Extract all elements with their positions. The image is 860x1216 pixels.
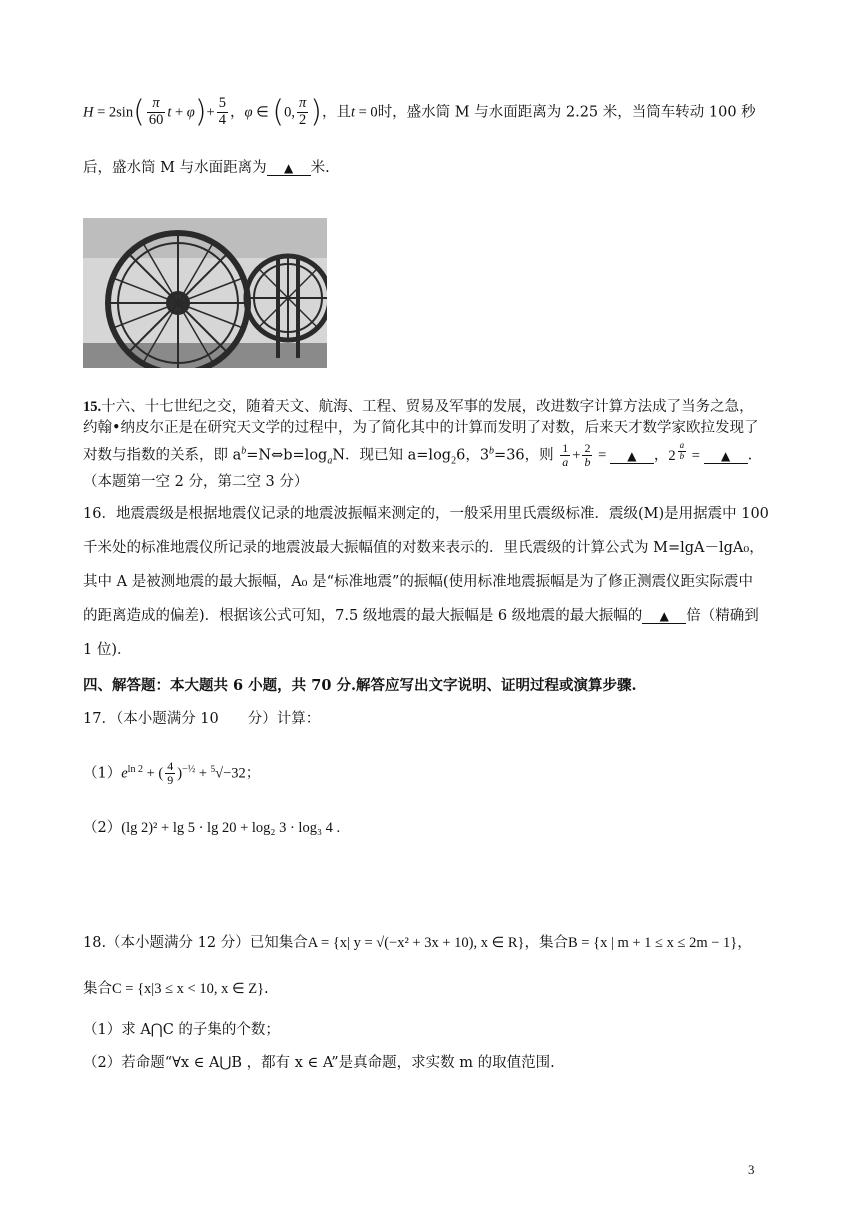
q16-line1: 16．地震震级是根据地震仪记录的地震波振幅来测定的，一般采用里氏震级标准．震级(M)是用据震中 100 [83, 506, 769, 522]
answer-blank[interactable]: ▲ [267, 161, 311, 176]
q17-part1: $(1)e^{ln 2}$ + ( $\frac{4}{9}$ )$^{-\frac{1}{2}}$ + $^5$√−32； [83, 759, 261, 788]
q15-line2: 约翰•纳皮尔正是在研究天文学的过程中，为了简化其中的计算而发明了对数，后来天才数学家欧拉发现了 [83, 420, 759, 436]
h-equation: H = 2sin [83, 104, 134, 121]
q14-line2-text: 后，盛水筒 M 与水面距离为 [83, 160, 267, 176]
pi-over-60: $\frac{\pi}{60}$ [148, 95, 164, 128]
q15-line1: 15.十六、十七世纪之交，随着天文、航海、工程、贸易及军事的发展，改进数字计算方法成了当务之急， [83, 399, 754, 415]
answer-blank[interactable]: ▲ [642, 609, 686, 624]
waterwheel-icon [83, 218, 327, 368]
q18-line1: 18.（本小题满分 12 分）已知集合A = {x| y = √(−x² + 3x + 10), x ∈ R}，集合B = {x | m + 1 ≤ x ≤ 2m − 1}， [83, 935, 752, 951]
q16-line3: 其中 A 是被测地震的最大振幅，A₀ 是“标准地震”的振幅(使用标准地震振幅是为了修正测震仪距实际震中 [83, 574, 754, 590]
section-heading: 四、解答题：本大题共 6 小题，共 70 分.解答应写出文字说明、证明过程或演算步骤. [83, 677, 637, 694]
q15-line3: 对数与指数的关系，即 $a^b=N\Leftrightarrow b=\log_aN$．现已知 $a=\log_26$，$3^b=36$，则 $\frac{1}{a}$ + $\frac{2}{b}$ = ▲ ，2 $^{\frac{a}{b}}$ = ▲ . [83, 440, 753, 470]
answer-blank-1[interactable]: ▲ [610, 449, 654, 464]
page-number: 3 [748, 1162, 755, 1177]
q16-line2: 千米处的标准地震仪所记录的地震波最大振幅值的对数来表示的．里氏震级的计算公式为 M=lgA－lgA₀， [83, 540, 764, 556]
q17-part2: （2）(lg 2)² + lg 5 · lg 20 + log₂ 3 · log₃ 4 . [83, 820, 341, 836]
answer-blank-2[interactable]: ▲ [704, 449, 748, 464]
q14-and: ，且 [321, 104, 351, 121]
q14-line2 [83, 160, 330, 177]
q18-part1: （1）求 A⋂C 的子集的个数； [83, 1022, 280, 1038]
q15-line4: （本题第一空 2 分，第二空 3 分） [83, 474, 309, 490]
q16-line4: 的距离造成的偏差)．根据该公式可知，7.5 级地震的最大振幅是 6 级地震的最大振幅的 ▲ 倍（精确到 [83, 608, 759, 624]
q14-unit: 米. [310, 160, 330, 176]
q17-head: 17．（本小题满分 10 分）计算： [83, 711, 321, 727]
five-over-four: $\frac{5}{4}$ [218, 95, 226, 128]
q14-tail: 时，盛水筒 M 与水面距离为 2.25 米，当筒车转动 100 秒 [377, 104, 756, 121]
q16-line5: 1 位)． [83, 642, 132, 658]
q18-line2: 集合C = {x|3 ≤ x < 10, x ∈ Z}. [83, 981, 269, 997]
q18-part2: （2）若命题“∀x ∈ A⋃B ，都有 x ∈ A”是真命题，求实数 m 的取值范围. [83, 1055, 555, 1071]
q14-formula-line: H = 2sin( $\frac{\pi}{60}$ t + φ)+ $\frac{5}{4}$ ，φ ∈ (0, $\frac{\pi}{2}$ )，且t = 0时，盛水筒 M 与水面距离为 2.25 米，当筒车转动 100 秒 [83, 94, 756, 130]
q15-number: 15. [83, 399, 102, 415]
waterwheel-photo [83, 218, 327, 368]
